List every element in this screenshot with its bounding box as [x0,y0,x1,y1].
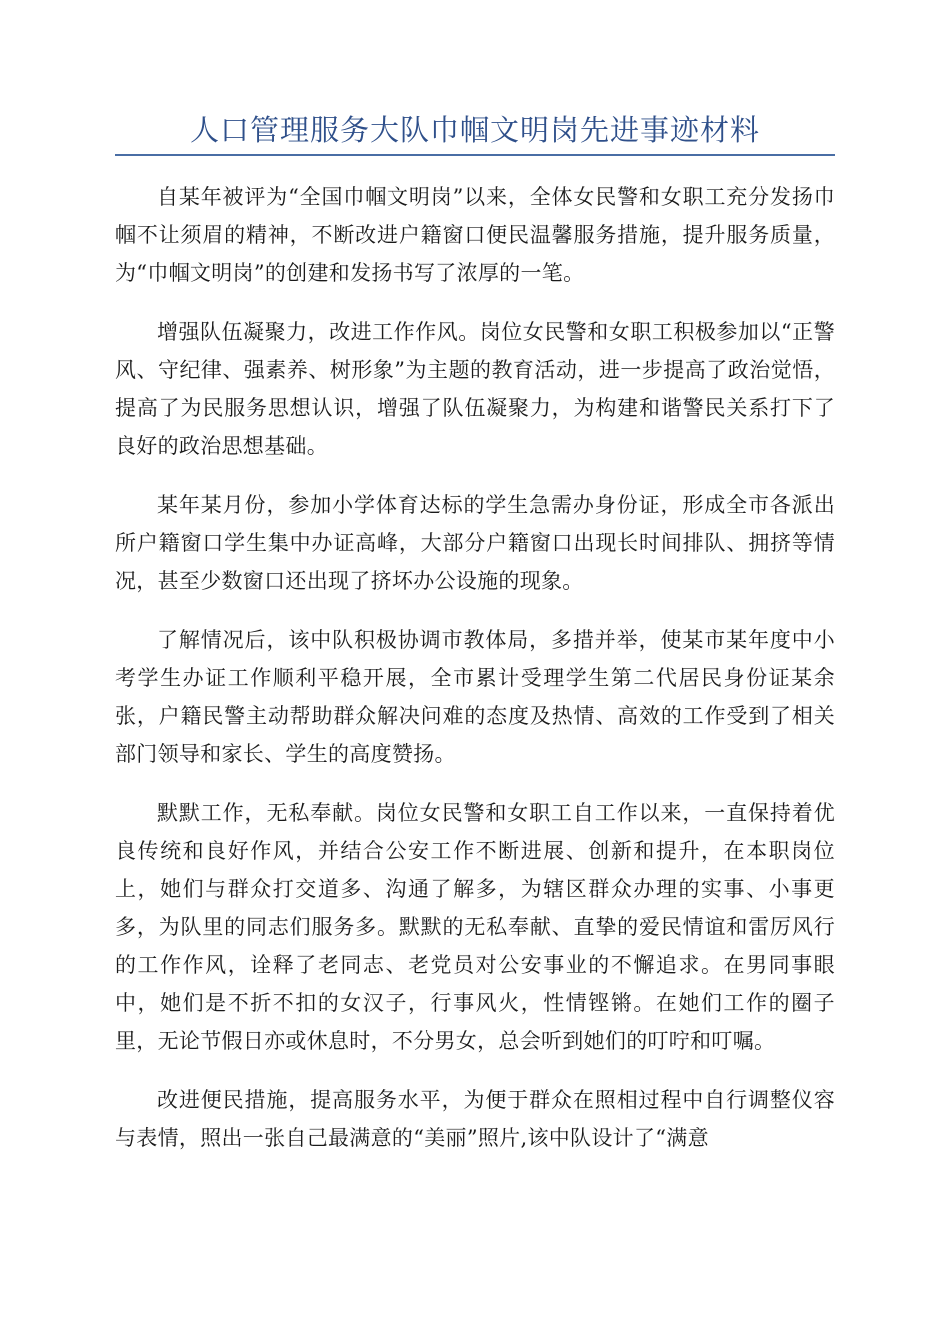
paragraph-coordination: 了解情况后，该中队积极协调市教体局，多措并举，使某市某年度中小考学生办证工作顺利平稳开展，全市累计受理学生第二代居民身份证某余张，户籍民警主动帮助群众解决问难的态度及热情、高效的工作受到了相关部门领导和家长、学生的高度赞扬。 [115,628,835,766]
paragraph-team-cohesion: 增强队伍凝聚力，改进工作作风。岗位女民警和女职工积极参加以“正警风、守纪律、强素养、树形象”为主题的教育活动，进一步提高了政治觉悟，提高了为民服务思想认识，增强了队伍凝聚力，为构建和谐警民关系打下了良好的政治思想基础。 [115,320,835,458]
paragraph-student-id-peak: 某年某月份，参加小学体育达标的学生急需办身份证，形成全市各派出所户籍窗口学生集中办证高峰，大部分户籍窗口出现长时间排队、拥挤等情况，甚至少数窗口还出现了挤坏办公设施的现象。 [115,493,835,593]
paragraph-service-measures: 改进便民措施，提高服务水平，为便于群众在照相过程中自行调整仪容与表情，照出一张自己最满意的“美丽”照片,该中队设计了“满意 [115,1088,835,1150]
document-title: 人口管理服务大队巾帼文明岗先进事迹材料 [189,113,760,147]
paragraph-intro: 自某年被评为“全国巾帼文明岗”以来，全体女民警和女职工充分发扬巾帼不让须眉的精神，不断改进户籍窗口便民温馨服务措施，提升服务质量，为“巾帼文明岗”的创建和发扬书写了浓厚的一笔。 [115,185,835,285]
document-body [115,178,835,1178]
paragraph-dedication: 默默工作，无私奉献。岗位女民警和女职工自工作以来，一直保持着优良传统和良好作风，并结合公安工作不断进展、创新和提升，在本职岗位上，她们与群众打交道多、沟通了解多，为辖区群众办理的实事、小事更多，为队里的同志们服务多。默默的无私奉献、直挚的爱民情谊和雷厉风行的工作作风，诠释了老同志、老党员对公安事业的不懈追求。在男同事眼中，她们是不折不扣的女汉子，行事风火，性情铿锵。在她们工作的圈子里，无论节假日亦或休息时，不分男女，总会听到她们的叮咛和叮嘱。 [115,801,835,1053]
title-underline [115,154,835,156]
